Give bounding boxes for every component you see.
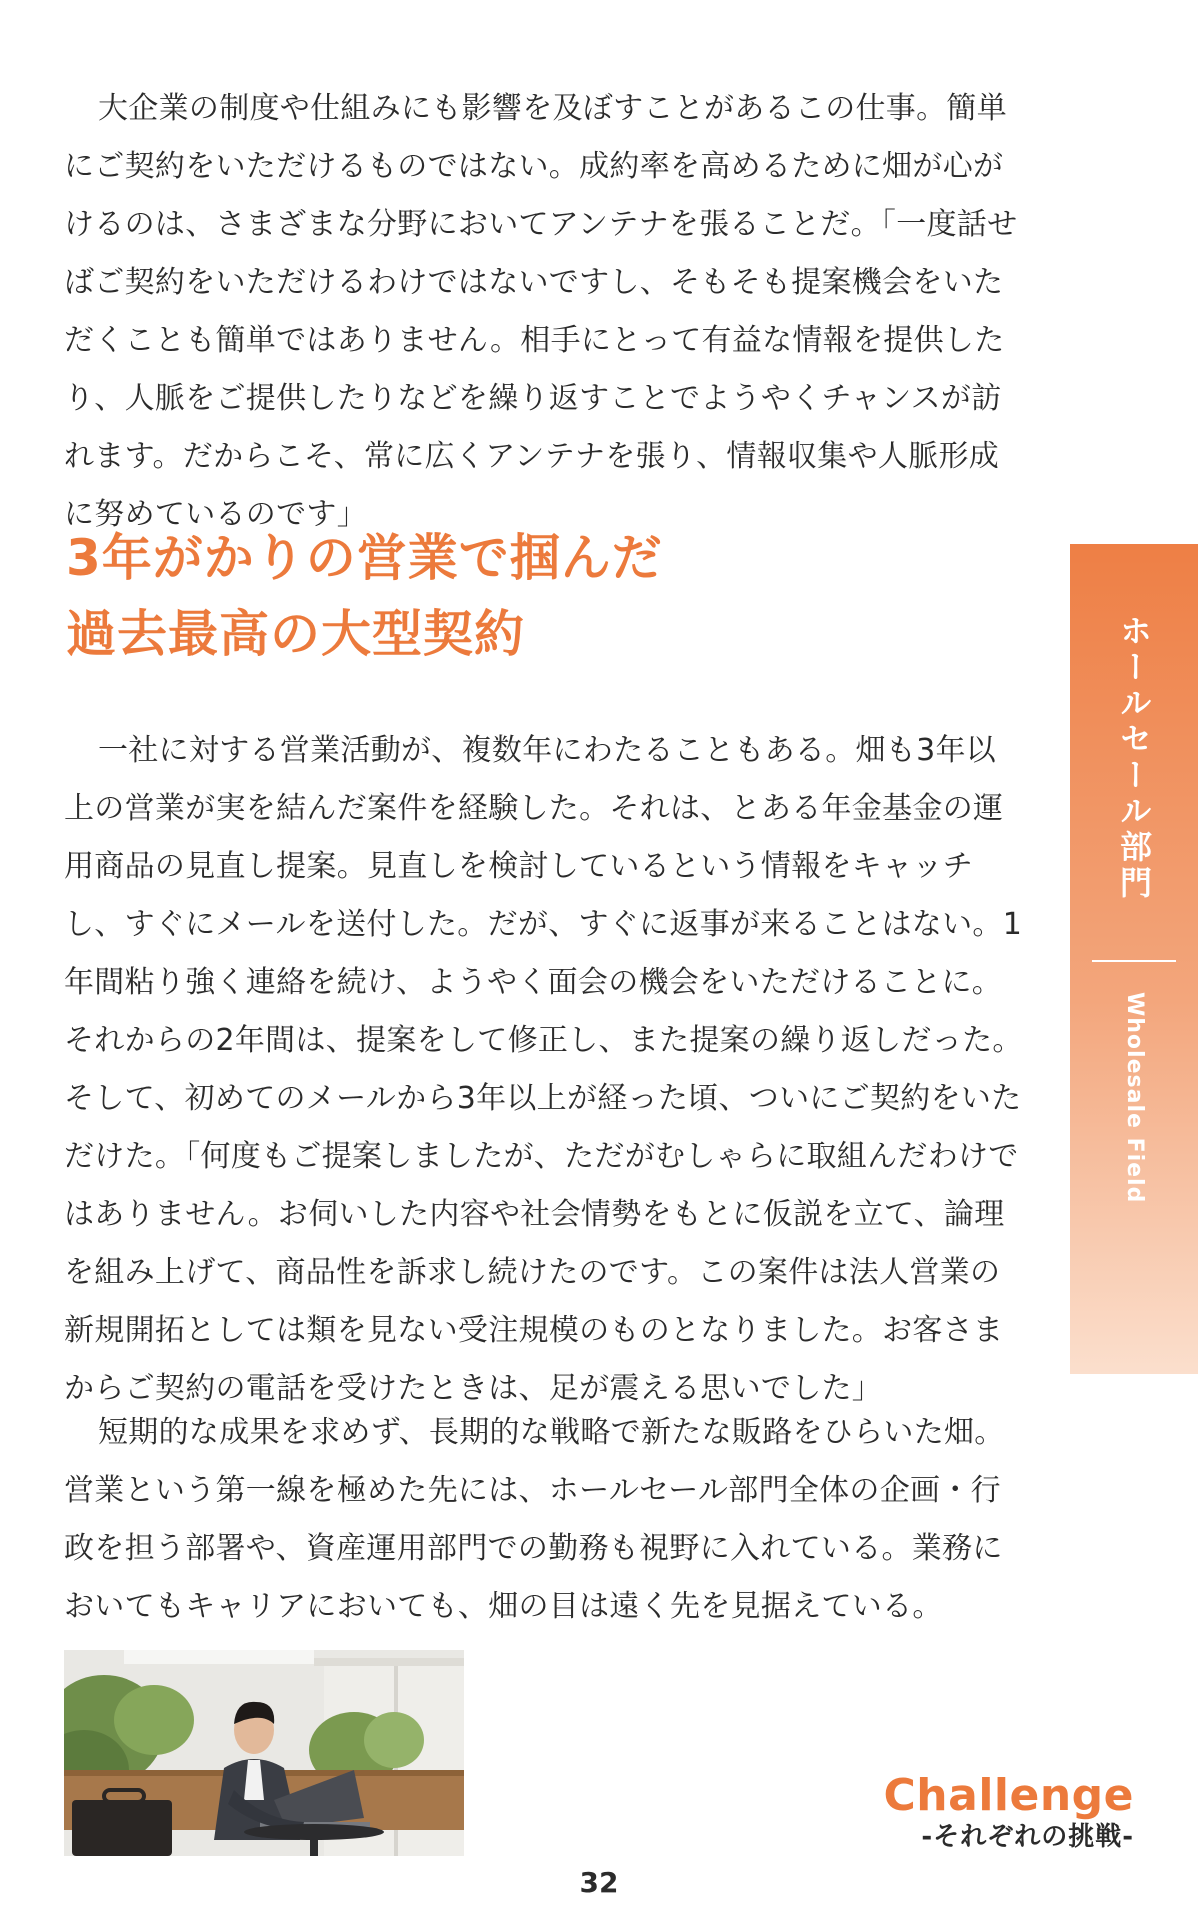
section-heading-line-1: 3年がかりの営業で掴んだ xyxy=(66,529,663,587)
side-index-tab xyxy=(1070,544,1198,1374)
body-paragraph-1: 大企業の制度や仕組みにも影響を及ぼすことがあるこの仕事。簡単にご契約をいただけるものではない。成約率を高めるために畑が心がけるのは、さまざまな分野においてアンテナを張ることだ。「一度話せばご契約をいただけるわけではないですし、そもそも提案機会をいただくことも簡単ではありません。相手にとって有益な情報を提供したり、人脈をご提供したりなどを繰り返すことでようやくチャンスが訪れます。だからこそ、常に広くアンテナを張り、情報収集や人脈形成に努めているのです」 xyxy=(64,91,1018,532)
side-tab-divider xyxy=(1092,960,1176,962)
body-paragraph-3: 短期的な成果を求めず、長期的な戦略で新たな販路をひらいた畑。営業という第一線を極めた先には、ホールセール部門全体の企画・行政を担う部署や、資産運用部門での勤務も視野に入れている。業務においてもキャリアにおいても、畑の目は遠く先を見据えている。 xyxy=(64,1415,1005,1624)
page-number: 32 xyxy=(579,1866,619,1899)
side-tab-label-en: Wholesale Field xyxy=(1122,992,1147,1204)
challenge-subtitle: -それぞれの挑戦- xyxy=(921,1822,1134,1852)
photo-man-working-on-laptop xyxy=(64,1650,464,1856)
challenge-title: Challenge xyxy=(883,1770,1134,1821)
side-tab-label-jp: ホールセール部門 xyxy=(1115,614,1153,902)
section-heading-line-2: 過去最高の大型契約 xyxy=(66,605,525,663)
challenge-logo xyxy=(884,1772,1134,1854)
section-heading xyxy=(66,520,663,672)
body-paragraph-2: 一社に対する営業活動が、複数年にわたることもある。畑も3年以上の営業が実を結んだ案件を経験した。それは、とある年金基金の運用商品の見直し提案。見直しを検討しているという情報をキャッチし、すぐにメールを送付した。だが、すぐに返事が来ることはない。1年間粘り強く連絡を続け、ようやく面会の機会をいただけることに。それからの2年間は、提案をして修正し、また提案の繰り返しだった。そして、初めてのメールから3年以上が経った頃、ついにご契約をいただけた。「何度もご提案しましたが、ただがむしゃらに取組んだわけではありません。お伺いした内容や社会情勢をもとに仮説を立て、論理を組み上げて、商品性を訴求し続けたのです。この案件は法人営業の新規開拓としては類を見ない受注規模のものとなりました。お客さまからご契約の電話を受けたときは、足が震える思いでした」 xyxy=(64,733,1023,1406)
